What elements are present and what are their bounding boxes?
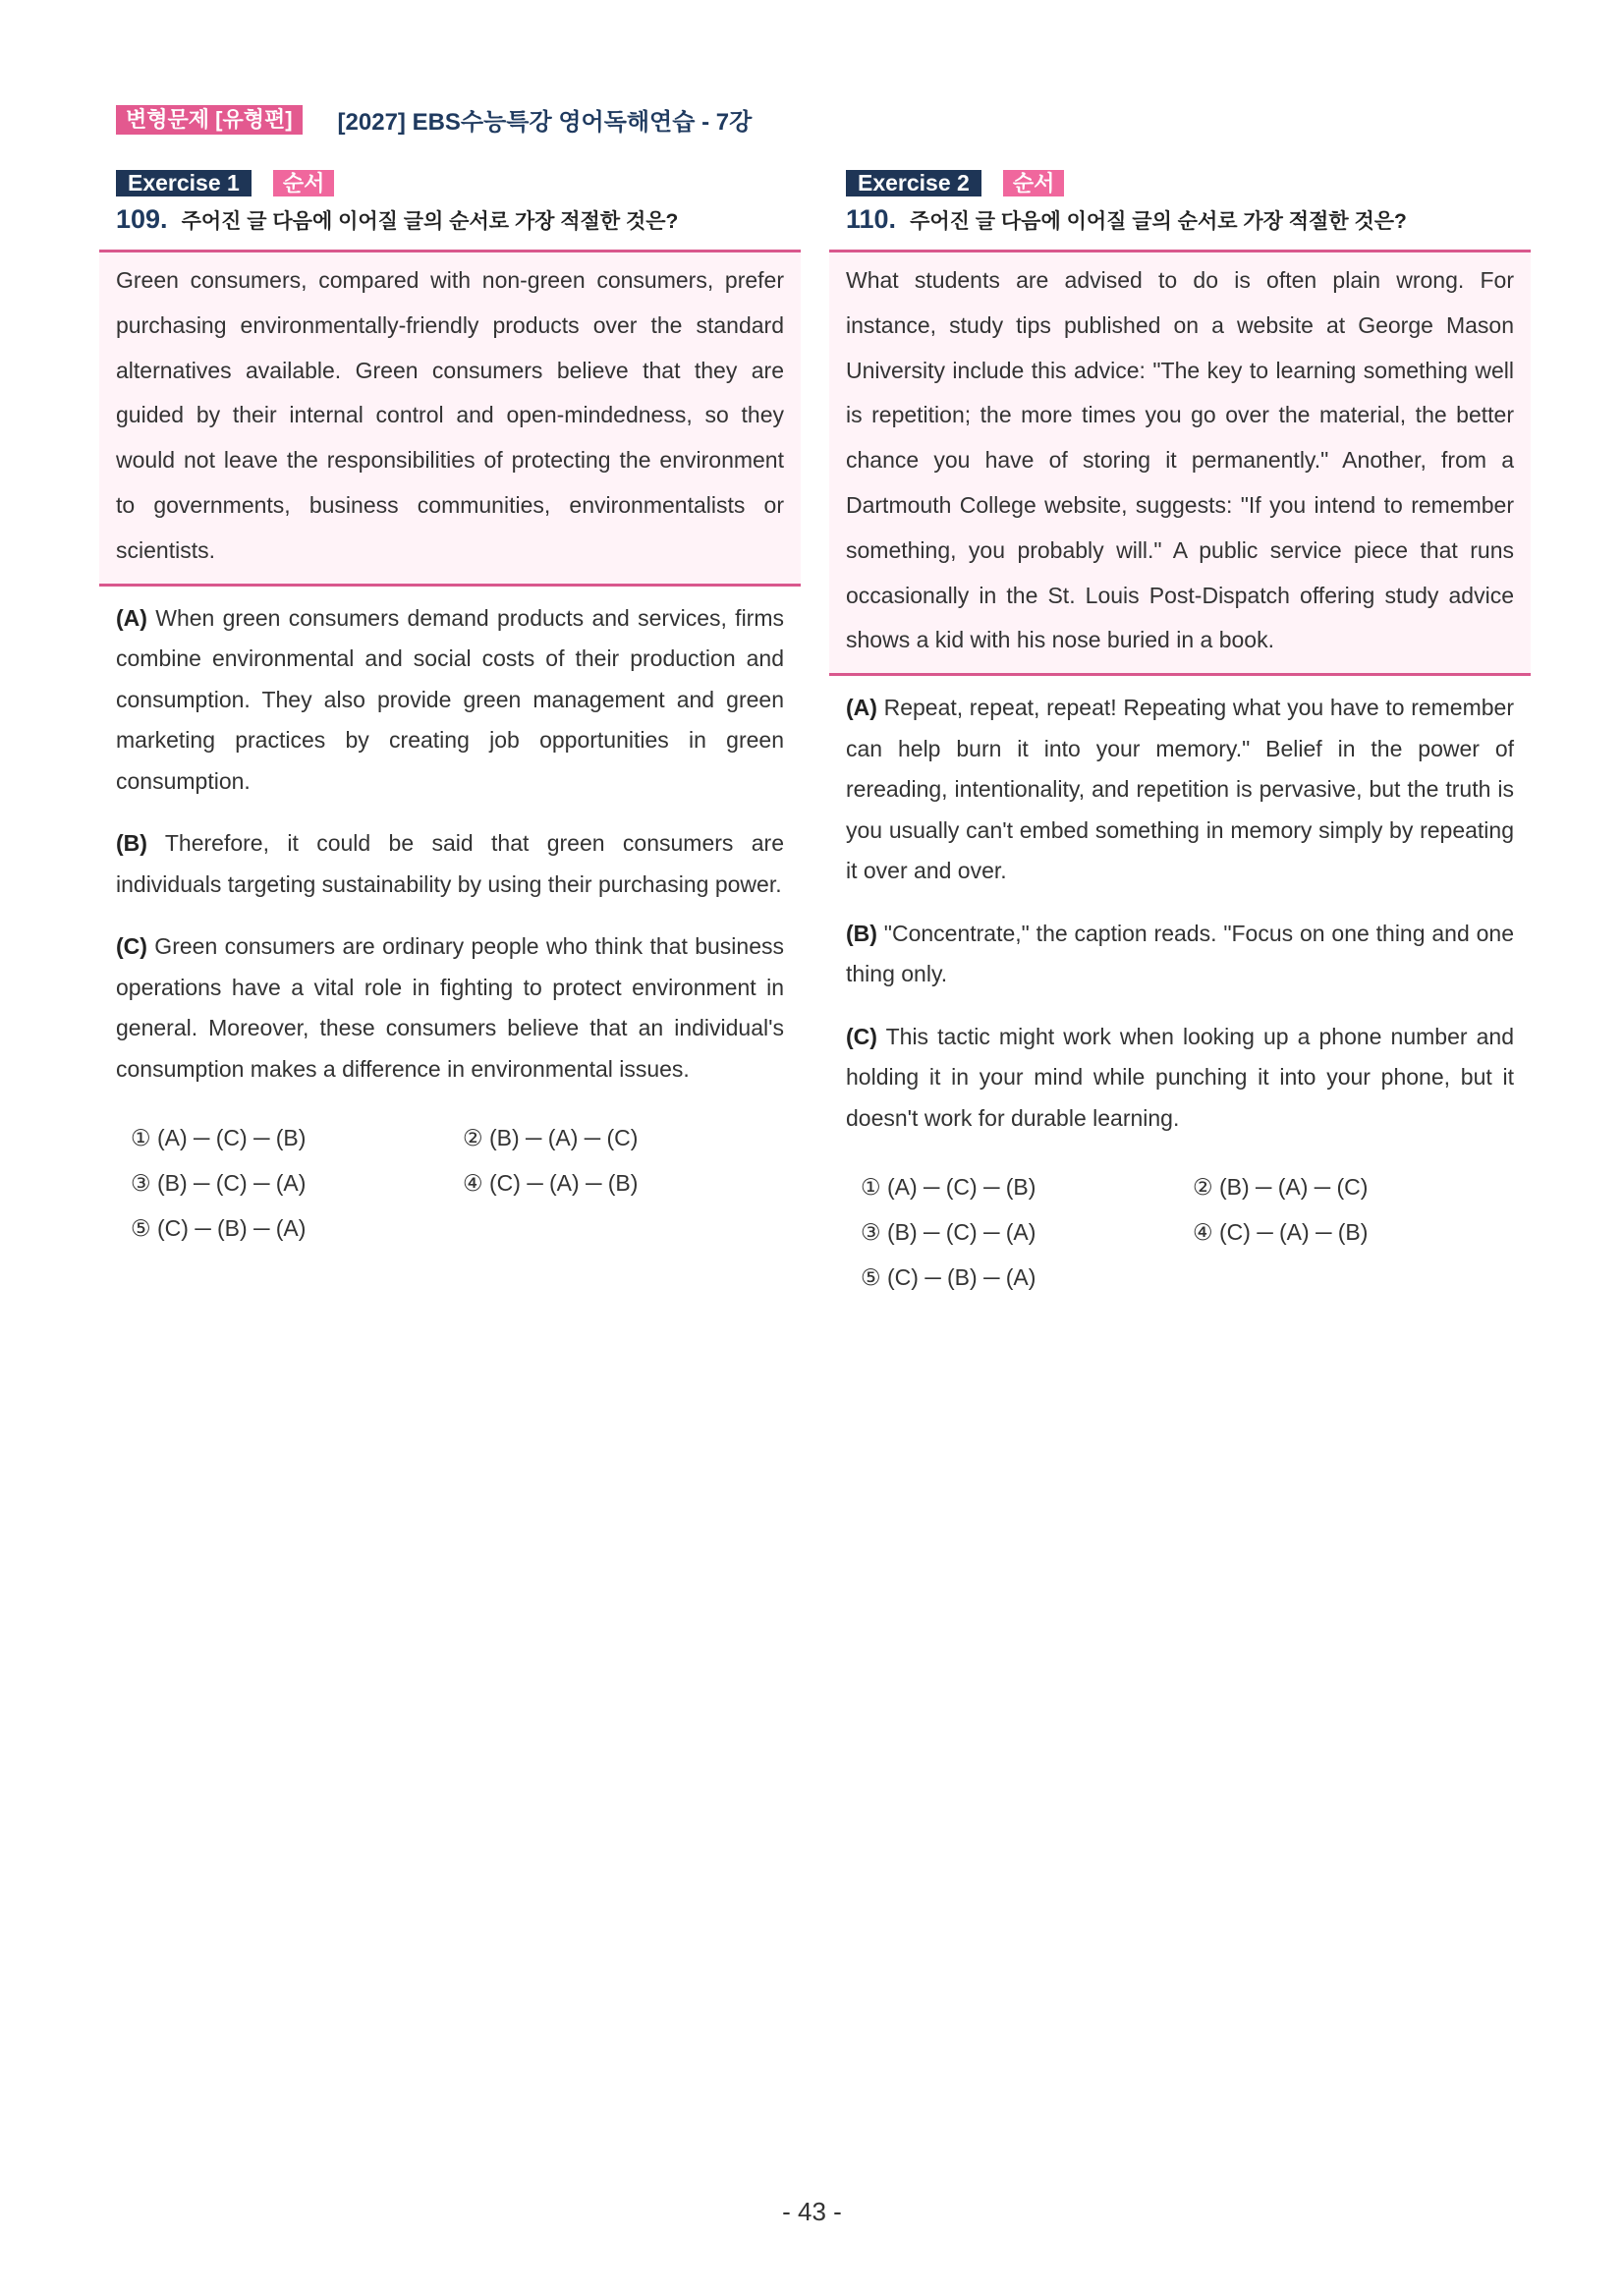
paragraph-b	[846, 914, 1514, 995]
question-text: 주어진 글 다음에 이어질 글의 순서로 가장 적절한 것은?	[910, 210, 1407, 233]
given-passage: What students are advised to do is often plain wrong. For instance, study tips published on a website at George Mason University include this advice: "The key to learning something well is repetition; the more times you go over the material, the better chance you have of storing it permanently." Another, from a Dartmouth College website, suggests: "If you intend to remember something, you probably will." A public service piece that runs occasionally in the St. Louis Post-Dispatch offering study advice shows a kid with his nose buried in a book.	[829, 250, 1531, 676]
exercise-2	[829, 169, 1531, 1296]
exercise-label: Exercise 1	[116, 170, 252, 196]
paragraph-a	[846, 688, 1514, 892]
paragraph-mark: (B)	[846, 920, 877, 946]
paragraph-c	[116, 926, 784, 1090]
exercise-1	[99, 169, 801, 1247]
answer-choices	[861, 1168, 1531, 1296]
answer-choices	[131, 1119, 801, 1247]
category-badge: 변형문제 [유형편]	[116, 105, 303, 135]
page-number: - 43 -	[782, 2197, 842, 2226]
question-number: 109.	[116, 204, 168, 234]
question-text: 주어진 글 다음에 이어질 글의 순서로 가장 적절한 것은?	[181, 210, 679, 233]
choice-4[interactable]: ④ (C) ─ (A) ─ (B)	[1193, 1219, 1369, 1246]
exercise-type-tag: 순서	[1003, 170, 1065, 196]
paragraph-c	[846, 1017, 1514, 1140]
choice-2[interactable]: ② (B) ─ (A) ─ (C)	[463, 1125, 639, 1151]
paragraph-text: Green consumers are ordinary people who think that business operations have a vital role in fighting to protect environment in general. Moreover, these consumers believe that an individual's consumption makes a difference in environmental issues.	[116, 933, 784, 1082]
choice-3[interactable]: ③ (B) ─ (C) ─ (A)	[861, 1219, 1036, 1246]
choice-4[interactable]: ④ (C) ─ (A) ─ (B)	[463, 1170, 639, 1197]
exercise-heading	[116, 169, 801, 196]
choice-5[interactable]: ⑤ (C) ─ (B) ─ (A)	[131, 1215, 307, 1242]
paragraph-text: Therefore, it could be said that green consumers are individuals targeting sustainability by using their purchasing power.	[116, 830, 784, 897]
paragraph-mark: (A)	[846, 695, 877, 721]
paragraph-text: Repeat, repeat, repeat! Repeating what you have to remember can help burn it into your memory." Belief in the power of rereading, intentionality, and repetition is pervasive, but the truth is you usually can't embed something in memory simply by repeating it over and over.	[846, 695, 1514, 884]
exercise-label: Exercise 2	[846, 170, 981, 196]
page-header	[116, 102, 752, 137]
document-title: [2027] EBS수능특강 영어독해연습 - 7강	[337, 109, 753, 136]
choice-2[interactable]: ② (B) ─ (A) ─ (C)	[1193, 1174, 1369, 1201]
paragraph-mark: (C)	[116, 933, 147, 960]
exercise-type-tag: 순서	[273, 170, 335, 196]
question-line	[846, 204, 1531, 244]
paragraph-a	[116, 598, 784, 803]
exercise-heading	[846, 169, 1531, 196]
paragraph-text: This tactic might work when looking up a phone number and holding it in your mind while punching it into your phone, but it doesn't work for durable learning.	[846, 1023, 1514, 1131]
paragraph-mark: (A)	[116, 604, 147, 631]
question-number: 110.	[846, 204, 897, 234]
question-line	[116, 204, 801, 244]
choice-5[interactable]: ⑤ (C) ─ (B) ─ (A)	[861, 1264, 1036, 1291]
choice-1[interactable]: ① (A) ─ (C) ─ (B)	[861, 1174, 1036, 1201]
paragraph-text: "Concentrate," the caption reads. "Focus on one thing and one thing only.	[846, 920, 1514, 987]
paragraph-b	[116, 823, 784, 905]
choice-1[interactable]: ① (A) ─ (C) ─ (B)	[131, 1125, 307, 1151]
paragraph-mark: (C)	[846, 1023, 877, 1049]
given-passage: Green consumers, compared with non-green consumers, prefer purchasing environmentally-friendly products over the standard alternatives available. Green consumers believe that they are guided by their internal control and open-mindedness, so they would not leave the responsibilities of protecting the environment to governments, business communities, environmentalists or scientists.	[99, 250, 801, 587]
choice-3[interactable]: ③ (B) ─ (C) ─ (A)	[131, 1170, 307, 1197]
paragraph-text: When green consumers demand products and services, firms combine environmental and social costs of their production and consumption. They also provide green management and green marketing practices by creating job opportunities in green consumption.	[116, 604, 784, 794]
paragraph-mark: (B)	[116, 830, 147, 857]
